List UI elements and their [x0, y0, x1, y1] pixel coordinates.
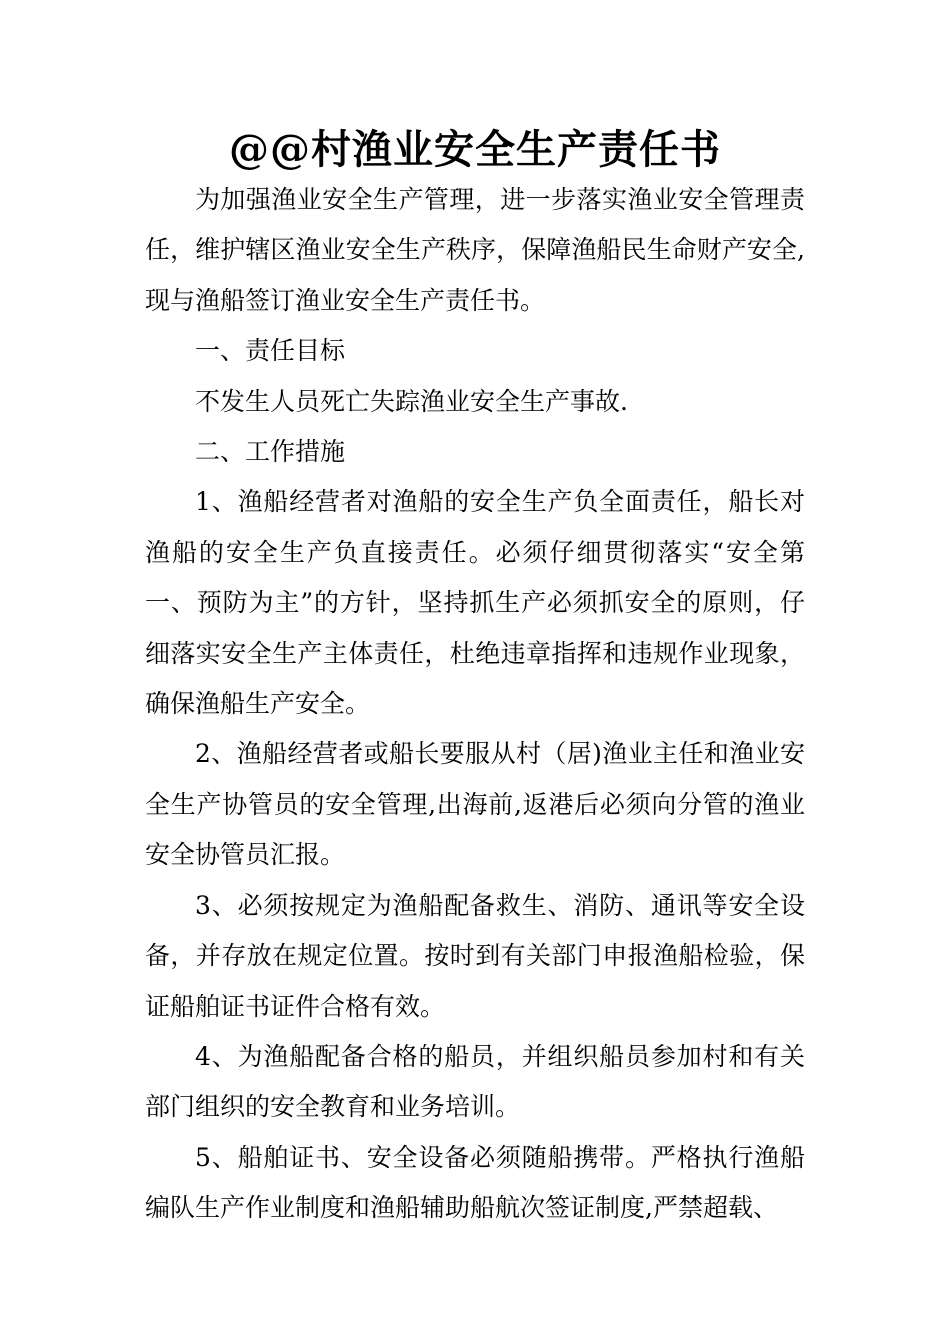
measure-item-2: 2、渔船经营者或船长要服从村（居)渔业主任和渔业安全生产协管员的安全管理,出海前,返港后必须向分管的渔业安全协管员汇报。 [145, 739, 805, 870]
intro-paragraph: 为加强渔业安全生产管理，进一步落实渔业安全管理责任，维护辖区渔业安全生产秩序，保障渔船民生命财产安全,现与渔船签订渔业安全生产责任书。 [145, 185, 805, 315]
measure-item-1: 1、渔船经营者对渔船的安全生产负全面责任，船长对渔船的安全生产负直接责任。必须仔细贯彻落实“安全第一、预防为主”的方针，坚持抓生产必须抓安全的原则，仔细落实安全生产主体责任，杜绝违章指挥和违规作业现象，确保渔船生产安全。 [145, 487, 805, 719]
measure-item-5: 5、船舶证书、安全设备必须随船携带。严格执行渔船编队生产作业制度和渔船辅助船航次签证制度,严禁超载、 [145, 1142, 805, 1223]
goal-paragraph: 不发生人员死亡失踪渔业安全生产事故. [195, 386, 628, 416]
measure-item-3: 3、必须按规定为渔船配备救生、消防、通讯等安全设备，并存放在规定位置。按时到有关部门申报渔船检验，保证船舶证书证件合格有效。 [145, 890, 805, 1021]
section-heading-work-measures: 二、工作措施 [195, 437, 346, 467]
document-body [145, 175, 805, 1234]
measure-item-4: 4、为渔船配备合格的船员，并组织船员参加村和有关部门组织的安全教育和业务培训。 [145, 1041, 805, 1122]
section-heading-responsibility-goal: 一、责任目标 [195, 336, 346, 366]
document-title: @@村渔业安全生产责任书 [229, 126, 721, 173]
